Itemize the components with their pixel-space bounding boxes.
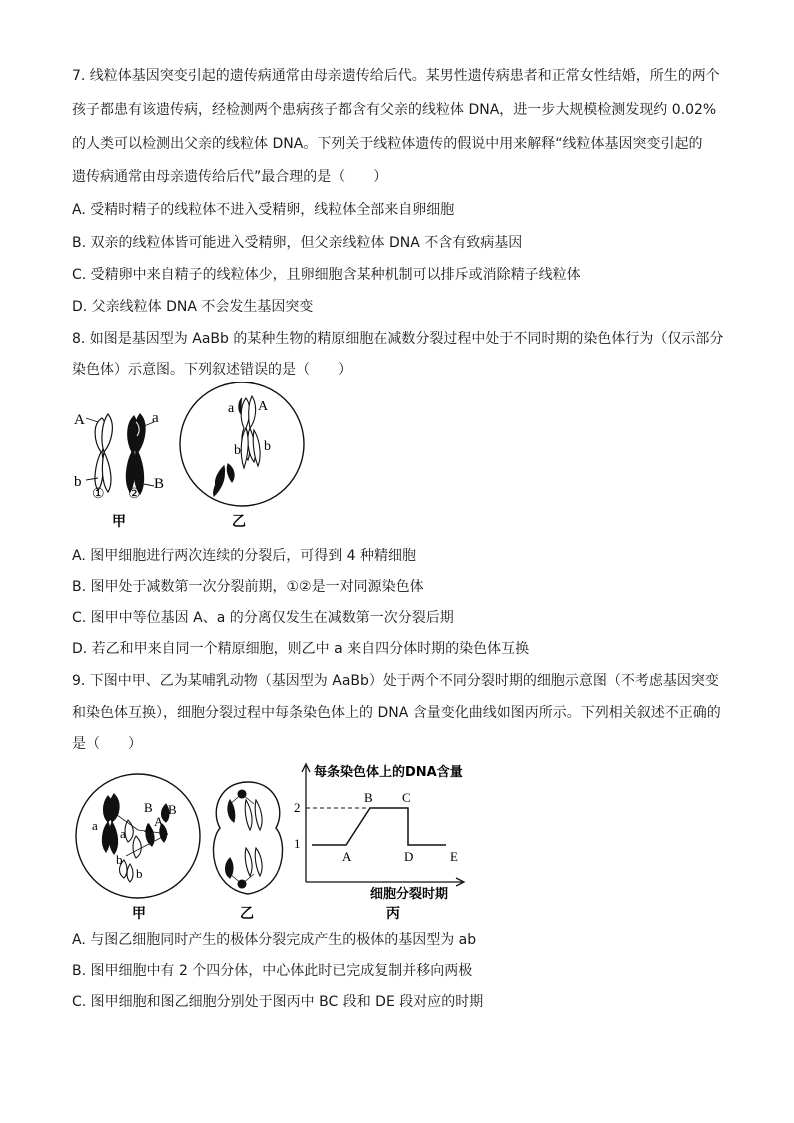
q8-option-c: C. 图甲中等位基因 A、a 的分离仅发生在减数第一次分裂后期 (72, 610, 454, 626)
q7-line-2: 孩子都患有该遗传病，经检测两个患病孩子都含有父亲的线粒体 DNA，进一步大规模检测发现约 0.02% (72, 102, 717, 118)
caption-yi: 乙 (232, 514, 246, 530)
q9-line-2: 和染色体互换），细胞分裂过程中每条染色体上的 DNA 含量变化曲线如图丙所示。下列相关叙述不正确的 (72, 705, 721, 721)
gene-a-2: a (120, 826, 126, 841)
q8-option-b: B. 图甲处于减数第一次分裂前期，①②是一对同源染色体 (72, 579, 424, 595)
gene-a-1: a (92, 818, 98, 833)
label-circle-2: ② (128, 487, 141, 502)
gene-B-2: B (168, 802, 177, 817)
q9-option-c: C. 图甲细胞和图乙细胞分别处于图丙中 BC 段和 DE 段对应的时期 (72, 994, 484, 1010)
q7-option-a: A. 受精时精子的线粒体不进入受精卵，线粒体全部来自卵细胞 (72, 202, 455, 218)
label-A: A (74, 412, 85, 428)
point-label-B: B (364, 790, 373, 805)
gene-b-1: b (116, 852, 123, 867)
label-B: B (154, 476, 165, 492)
label-circle-1: ① (92, 487, 105, 502)
caption-jia: 甲 (112, 514, 126, 530)
point-label-E: E (450, 849, 458, 864)
gene-A-1: A (144, 820, 154, 835)
caption-bing: 丙 (386, 906, 400, 922)
label-b: b (74, 474, 82, 490)
caption-yi: 乙 (240, 906, 254, 922)
point-label-A: A (342, 849, 352, 864)
q9-option-a: A. 与图乙细胞同时产生的极体分裂完成产生的极体的基因型为 ab (72, 932, 477, 948)
q7-line-1: 7. 线粒体基因突变引起的遗传病通常由母亲遗传给后代。某男性遗传病患者和正常女性结婚，所生的两个 (72, 68, 720, 84)
q9-figure (70, 760, 490, 925)
q7-option-c: C. 受精卵中来自精子的线粒体少，且卵细胞含某种机制可以排斥或消除精子线粒体 (72, 267, 581, 283)
point-label-D: D (404, 849, 414, 864)
label-yi-b1: b (234, 443, 241, 458)
q9-line-3: 是（ ） (72, 736, 142, 752)
chromosome-1 (95, 414, 112, 492)
y-tick-2: 2 (294, 800, 301, 815)
caption-jia: 甲 (132, 906, 146, 922)
gene-A-2: A (154, 814, 164, 829)
q7-option-b: B. 双亲的线粒体皆可能进入受精卵，但父亲线粒体 DNA 不含有致病基因 (72, 235, 523, 251)
y-axis-label: 每条染色体上的DNA含量 (314, 765, 463, 780)
chromosome-2 (126, 414, 145, 494)
label-a: a (152, 410, 159, 426)
gene-B-1: B (144, 800, 153, 815)
q8-figure (68, 382, 328, 534)
q8-line-1: 8. 如图是基因型为 AaBb 的某种生物的精原细胞在减数分裂过程中处于不同时期的染色体行为（仅示部分 (72, 331, 724, 347)
gene-b-2: b (136, 866, 143, 881)
q8-line-2: 染色体）示意图。下列叙述错误的是（ ） (72, 362, 352, 378)
label-yi-b2: b (264, 439, 271, 454)
q8-option-a: A. 图甲细胞进行两次连续的分裂后，可得到 4 种精细胞 (72, 548, 417, 564)
q8-option-d: D. 若乙和甲来自同一个精原细胞，则乙中 a 来自四分体时期的染色体互换 (72, 641, 530, 657)
x-axis-label: 细胞分裂时期 (370, 887, 449, 902)
q7-option-d: D. 父亲线粒体 DNA 不会发生基因突变 (72, 299, 314, 315)
label-yi-A: A (258, 399, 269, 414)
q9-line-1: 9. 下图中甲、乙为某哺乳动物（基因型为 AaBb）处于两个不同分裂时期的细胞示意图（不考虑基因突变 (72, 673, 719, 689)
y-tick-1: 1 (294, 836, 301, 851)
label-yi-a: a (228, 401, 235, 416)
dna-content-curve (312, 808, 446, 845)
point-label-C: C (402, 790, 411, 805)
point-labels (342, 790, 458, 864)
q7-line-4: 遗传病通常由母亲遗传给后代”最合理的是（ ） (72, 169, 388, 185)
q7-line-3: 的人类可以检测出父亲的线粒体 DNA。下列关于线粒体遗传的假说中用来解释“线粒体基因突变引起的 (72, 136, 703, 152)
q9-option-b: B. 图甲细胞中有 2 个四分体，中心体此时已完成复制并移向两极 (72, 963, 473, 979)
chart-bing (294, 764, 464, 902)
